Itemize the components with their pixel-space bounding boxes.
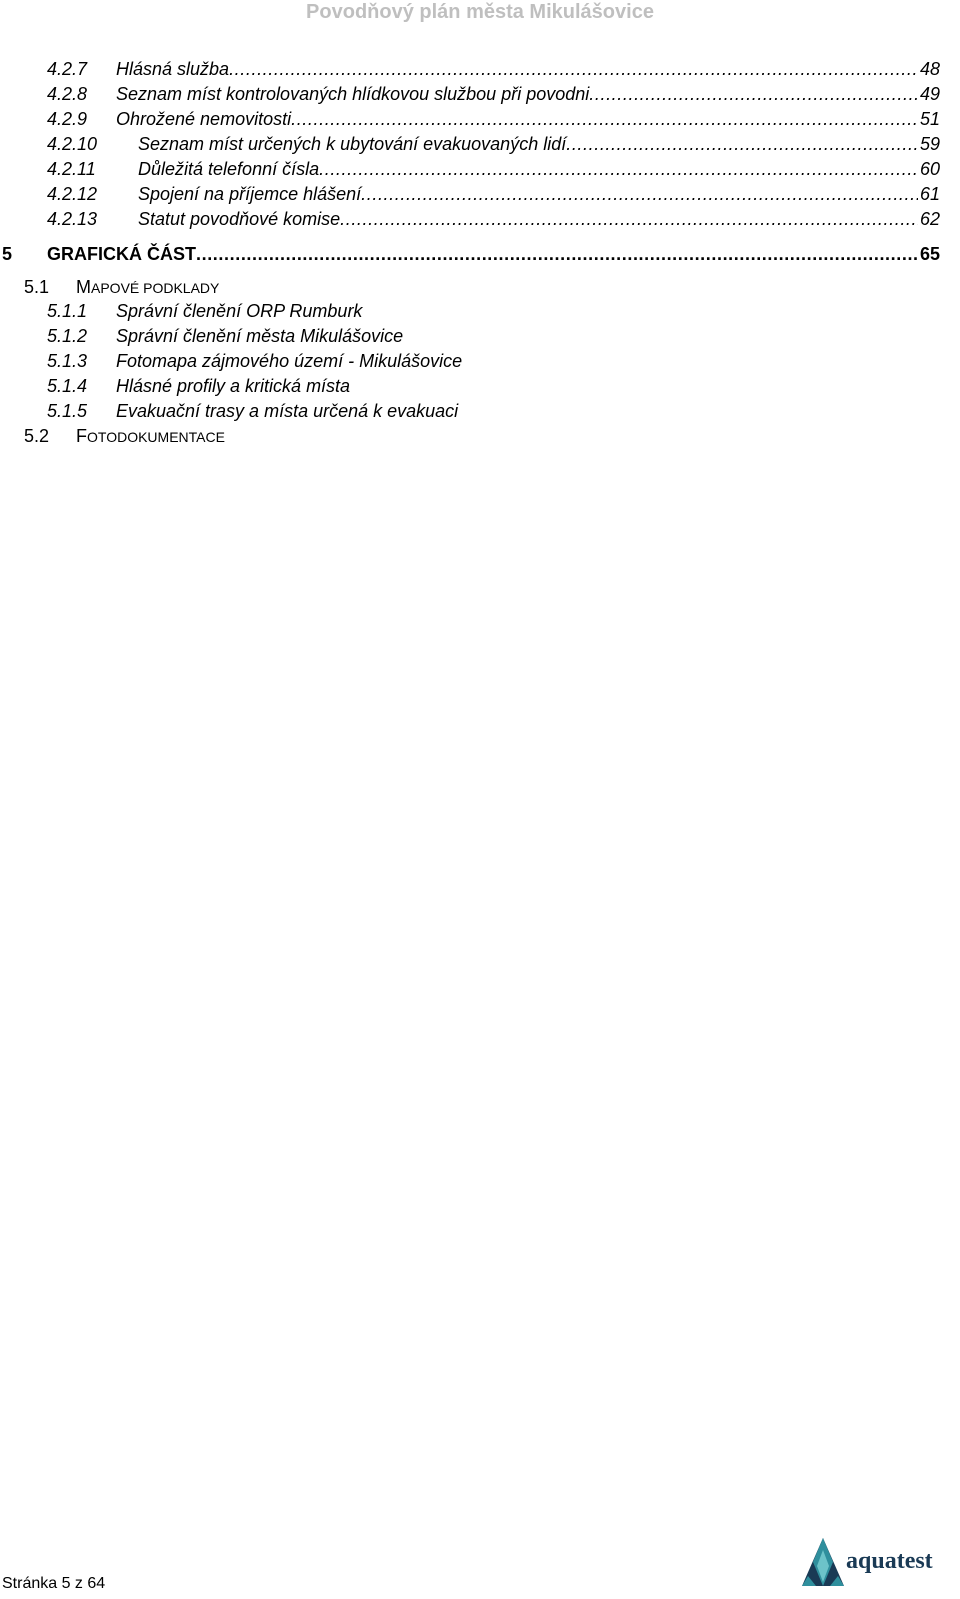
toc-entry-number: 4.2.12 bbox=[47, 184, 98, 204]
toc-dot-leader bbox=[340, 206, 918, 232]
toc-entry-number: 5.1.1 bbox=[47, 301, 88, 321]
toc-entry-number: 4.2.13 bbox=[47, 209, 98, 229]
page-number-label: Stránka 5 z 64 bbox=[2, 1575, 106, 1592]
toc-entry-title: Ohrožené nemovitosti bbox=[116, 109, 292, 129]
toc-entry-number: 5.2 bbox=[24, 426, 50, 446]
toc-entry-number: 5.1 bbox=[24, 277, 50, 297]
toc-dot-leader bbox=[566, 131, 918, 157]
toc-entry-title: GRAFICKÁ ČÁST bbox=[47, 244, 196, 264]
pyramid-logo-icon bbox=[800, 1536, 846, 1588]
toc-entry-title: Hlásná služba bbox=[116, 59, 230, 79]
toc-dot-leader bbox=[229, 56, 918, 82]
toc-entry-section[interactable] bbox=[0, 274, 960, 300]
toc-entry-title: Správní členění ORP Rumburk bbox=[116, 301, 363, 321]
toc-entry-title: Důležitá telefonní čísla bbox=[138, 159, 320, 179]
toc-entry-page: 51 bbox=[919, 109, 940, 129]
toc-entry[interactable] bbox=[0, 156, 960, 182]
toc-dot-leader bbox=[589, 81, 918, 107]
toc-entry[interactable] bbox=[0, 181, 960, 207]
toc-dot-leader bbox=[291, 106, 918, 132]
toc-entry-number: 5.1.3 bbox=[47, 351, 88, 371]
toc-entry-number: 5 bbox=[2, 244, 13, 264]
toc-entry[interactable] bbox=[0, 398, 960, 424]
toc-entry-section[interactable] bbox=[0, 423, 960, 449]
toc-entry[interactable] bbox=[0, 373, 960, 399]
toc-entry[interactable] bbox=[0, 323, 960, 349]
toc-entry-title: MAPOVÉ PODKLADY bbox=[76, 277, 220, 297]
toc-dot-leader bbox=[319, 156, 918, 182]
toc-entry-number: 4.2.7 bbox=[47, 59, 88, 79]
toc-entry-title: Evakuační trasy a místa určená k evakuaci bbox=[116, 401, 459, 421]
toc-entry[interactable] bbox=[0, 131, 960, 157]
toc-entry-number: 4.2.10 bbox=[47, 134, 98, 154]
toc-entry-page: 62 bbox=[919, 209, 940, 229]
toc-entry-title: Hlásné profily a kritická místa bbox=[116, 376, 351, 396]
toc-entry-number: 5.1.5 bbox=[47, 401, 88, 421]
toc-entry-chapter[interactable] bbox=[0, 241, 960, 267]
toc-entry-number: 5.1.2 bbox=[47, 326, 88, 346]
toc-entry-title: Fotomapa zájmového území - Mikulášovice bbox=[116, 351, 463, 371]
toc-dot-leader bbox=[361, 181, 918, 207]
toc-entry-title: Seznam míst určených k ubytování evakuovaných lidí bbox=[138, 134, 567, 154]
toc-entry-title: Seznam míst kontrolovaných hlídkovou službou při povodni bbox=[116, 84, 590, 104]
toc-entry-page: 49 bbox=[919, 84, 940, 104]
toc-entry-title: Správní členění města Mikulášovice bbox=[116, 326, 404, 346]
page-header-title: Povodňový plán města Mikulášovice bbox=[306, 1, 654, 23]
toc-entry[interactable] bbox=[0, 106, 960, 132]
toc-entry-title: Spojení na příjemce hlášení bbox=[138, 184, 362, 204]
toc-entry[interactable] bbox=[0, 81, 960, 107]
toc-entry-page: 48 bbox=[919, 59, 940, 79]
toc-dot-leader bbox=[196, 241, 918, 267]
toc-entry-number: 4.2.11 bbox=[47, 159, 96, 179]
toc-entry-title: FOTODOKUMENTACE bbox=[76, 426, 225, 446]
toc-entry-page: 65 bbox=[919, 244, 940, 264]
toc-entry-page: 60 bbox=[919, 159, 940, 179]
toc-entry-number: 4.2.8 bbox=[47, 84, 88, 104]
toc-entry[interactable] bbox=[0, 206, 960, 232]
logo-wordmark: aquatest bbox=[846, 1548, 933, 1574]
toc-entry-number: 4.2.9 bbox=[47, 109, 88, 129]
aquatest-logo bbox=[800, 1532, 950, 1594]
toc-entry-number: 5.1.4 bbox=[47, 376, 88, 396]
toc-entry[interactable] bbox=[0, 56, 960, 82]
toc-entry-title: Statut povodňové komise bbox=[138, 209, 341, 229]
toc-entry-page: 59 bbox=[919, 134, 940, 154]
toc-entry[interactable] bbox=[0, 348, 960, 374]
toc-entry[interactable] bbox=[0, 298, 960, 324]
toc-entry-page: 61 bbox=[919, 184, 940, 204]
